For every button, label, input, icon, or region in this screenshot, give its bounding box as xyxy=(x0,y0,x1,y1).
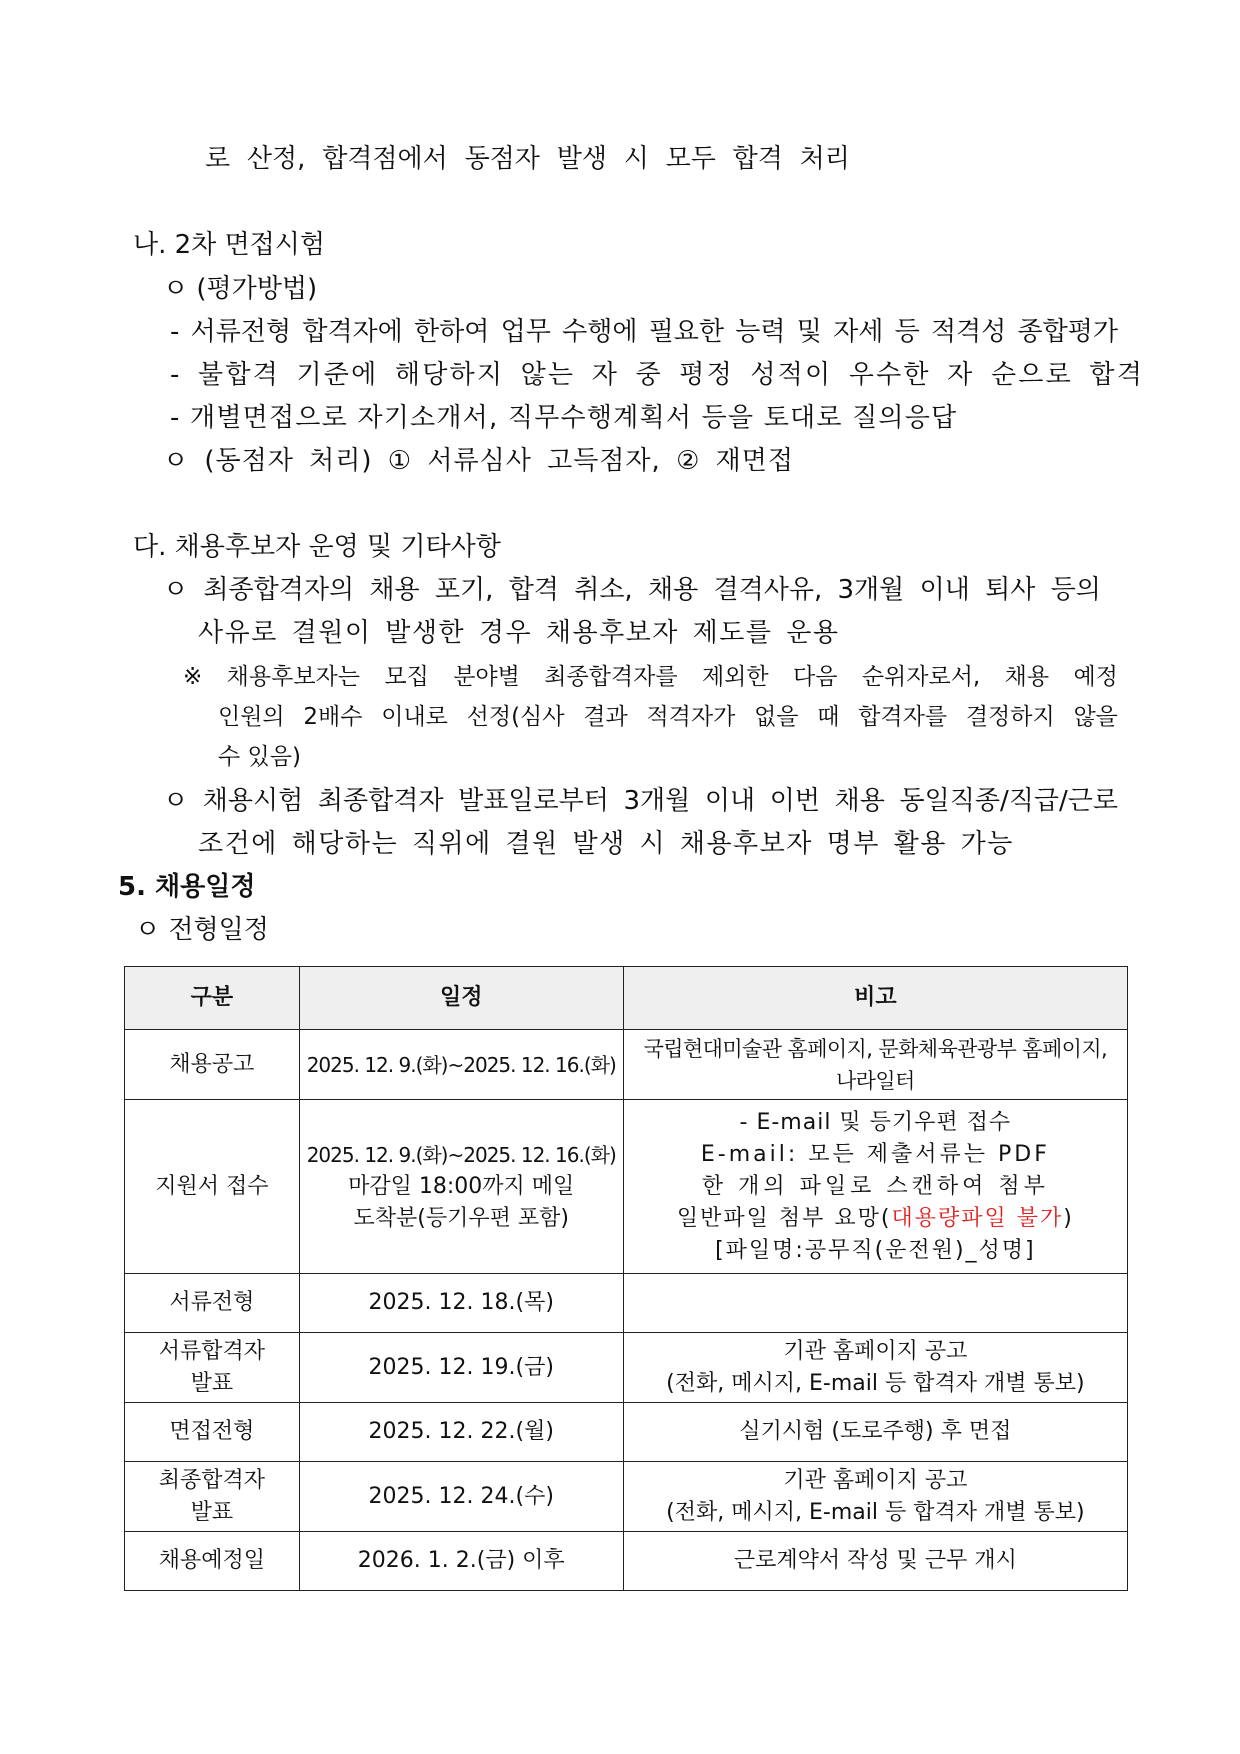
row-note: 근로계약서 작성 및 근무 개시 xyxy=(623,1532,1127,1591)
row-category: 서류전형 xyxy=(125,1274,300,1333)
row-category: 면접전형 xyxy=(125,1403,300,1462)
row-note: 국립현대미술관 홈페이지, 문화체육관광부 홈페이지, 나라일터 xyxy=(623,1030,1127,1100)
table-row xyxy=(125,1100,1128,1274)
table-row xyxy=(125,1462,1128,1532)
row-date: 2025. 12. 9.(화)~2025. 12. 16.(화) 마감일 18:00까지 메일 도착분(등기우편 포함) xyxy=(299,1100,623,1274)
candidate-item-line: ㅇ 최종합격자의 채용 포기, 합격 취소, 채용 결격사유, 3개월 이내 퇴사 등의 xyxy=(163,575,1101,605)
evaluation-method-label: ㅇ (평가방법) xyxy=(163,274,318,304)
row-category: 채용공고 xyxy=(125,1030,300,1100)
tie-rule-line: ㅇ (동점자 처리) ① 서류심사 고득점자, ② 재면접 xyxy=(163,446,794,476)
row-note: 기관 홈페이지 공고 (전화, 메시지, E-mail 등 합격자 개별 통보) xyxy=(623,1333,1127,1403)
continuation-line: 로 산정, 합격점에서 동점자 발생 시 모두 합격 처리 xyxy=(205,144,850,174)
note-line: ※ 채용후보자는 모집 분야별 최종합격자를 제외한 다음 순위자로서, 채용 예정 xyxy=(183,664,1118,690)
row-category: 지원서 접수 xyxy=(125,1100,300,1274)
header-schedule: 일정 xyxy=(299,967,623,1030)
row-category: 채용예정일 xyxy=(125,1532,300,1591)
bullet-line: - 개별면접으로 자기소개서, 직무수행계획서 등을 토대로 질의응답 xyxy=(170,403,958,433)
header-category: 구분 xyxy=(125,967,300,1030)
table-row xyxy=(125,1403,1128,1462)
schedule-subheading: ㅇ 전형일정 xyxy=(135,915,269,945)
row-date: 2025. 12. 18.(목) xyxy=(299,1274,623,1333)
bullet-line: - 서류전형 합격자에 한하여 업무 수행에 필요한 능력 및 자세 등 적격성 종합평가 xyxy=(170,317,1118,347)
row-note: - E-mail 및 등기우편 접수 E-mail: 모든 제출서류는 PDF 한 개의 파일로 스캔하여 첨부 일반파일 첨부 요망(대용량파일 불가) [파일명:공무직(운전원)_성명] xyxy=(623,1100,1127,1274)
section-na-heading: 나. 2차 면접시험 xyxy=(133,230,326,260)
row-category: 최종합격자 발표 xyxy=(125,1462,300,1532)
row-date: 2025. 12. 19.(금) xyxy=(299,1333,623,1403)
note-line: 수 있음) xyxy=(218,744,301,770)
row-date: 2026. 1. 2.(금) 이후 xyxy=(299,1532,623,1591)
row-category: 서류합격자 발표 xyxy=(125,1333,300,1403)
row-date: 2025. 12. 22.(월) xyxy=(299,1403,623,1462)
section-da-heading: 다. 채용후보자 운영 및 기타사항 xyxy=(133,532,501,562)
header-remarks: 비고 xyxy=(623,967,1127,1030)
table-row xyxy=(125,1333,1128,1403)
note-line: 인원의 2배수 이내로 선정(심사 결과 적격자가 없을 때 합격자를 결정하지 않을 xyxy=(218,704,1118,730)
candidate-item-line: 조건에 해당하는 직위에 결원 발생 시 채용후보자 명부 활용 가능 xyxy=(198,829,1014,859)
large-file-warning: 일반파일 첨부 요망(대용량파일 불가) xyxy=(676,1205,1074,1231)
table-header-row xyxy=(125,967,1128,1030)
table-row xyxy=(125,1532,1128,1591)
table-row xyxy=(125,1274,1128,1333)
candidate-item-line: ㅇ 채용시험 최종합격자 발표일로부터 3개월 이내 이번 채용 동일직종/직급/근로 xyxy=(163,786,1118,816)
row-note: 기관 홈페이지 공고 (전화, 메시지, E-mail 등 합격자 개별 통보) xyxy=(623,1462,1127,1532)
row-date: 2025. 12. 9.(화)~2025. 12. 16.(화) xyxy=(299,1030,623,1100)
row-note xyxy=(623,1274,1127,1333)
schedule-table xyxy=(124,966,1128,1591)
section5-heading: 5. 채용일정 xyxy=(118,872,256,902)
candidate-item-line: 사유로 결원이 발생한 경우 채용후보자 제도를 운용 xyxy=(198,618,840,648)
row-date: 2025. 12. 24.(수) xyxy=(299,1462,623,1532)
bullet-line: - 불합격 기준에 해당하지 않는 자 중 평정 성적이 우수한 자 순으로 합격 xyxy=(170,360,1145,390)
table-row xyxy=(125,1030,1128,1100)
row-note: 실기시험 (도로주행) 후 면접 xyxy=(623,1403,1127,1462)
